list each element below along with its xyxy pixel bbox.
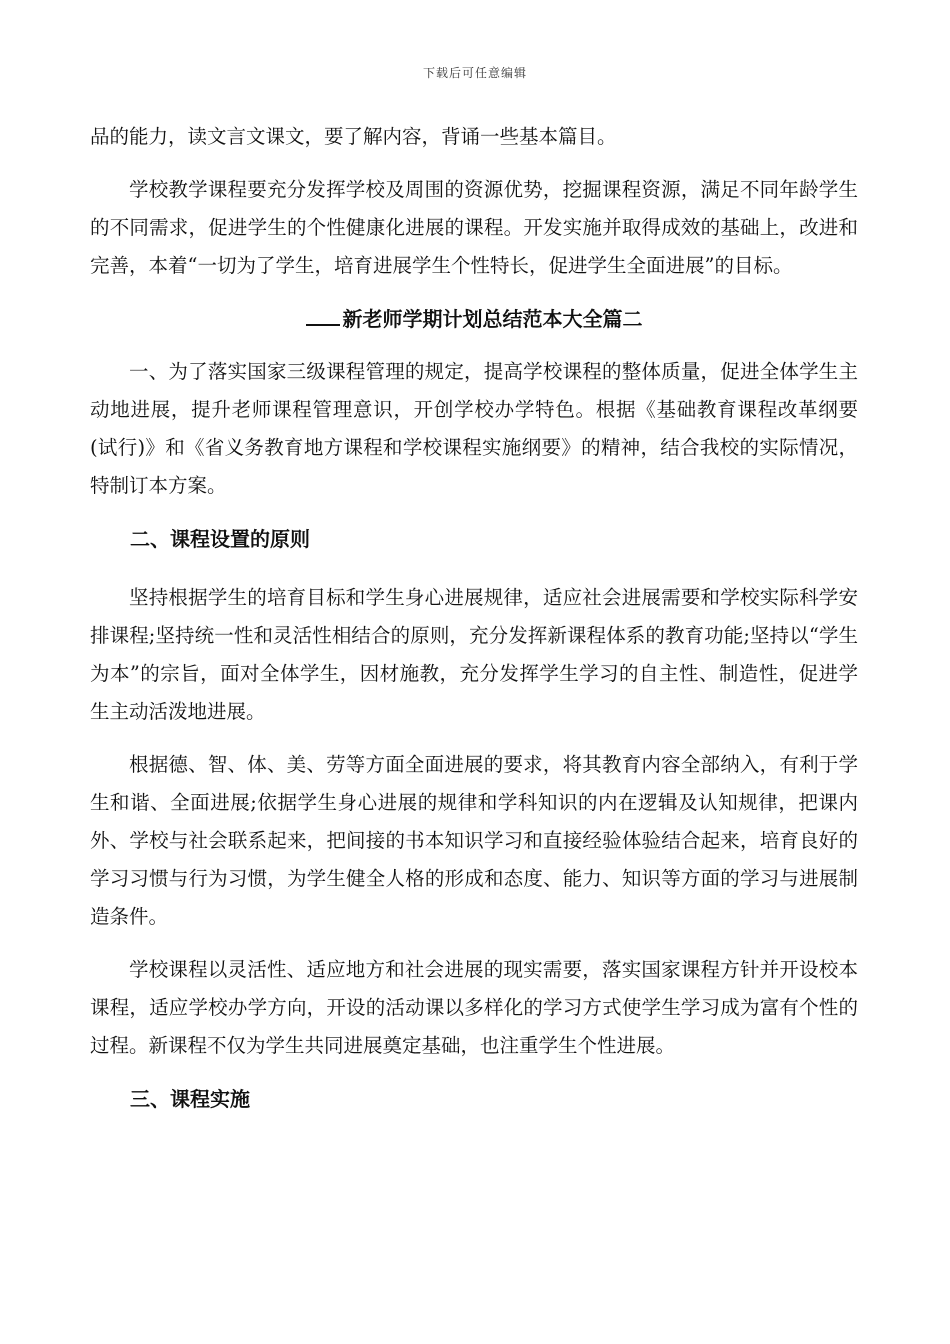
paragraph: 坚持根据学生的培育目标和学生身心进展规律，适应社会进展需要和学校实际科学安排课程;坚持统一性和灵活性相结合的原则，充分发挥新课程体系的教育功能;坚持以“学生为本”的宗旨，面对全体学生，因材施教，充分发挥学生学习的自主性、制造性，促进学生主动活泼地进展。 xyxy=(90,586,858,723)
section-title xyxy=(90,300,858,338)
document-body xyxy=(90,118,858,1139)
paragraph: 一、为了落实国家三级课程管理的规定，提高学校课程的整体质量，促进全体学生主动地进展，提升老师课程管理意识，开创学校办学特色。根据《基础教育课程改革纲要(试行)》和《省义务教育地方课程和学校课程实施纲要》的精神，结合我校的实际情况，特制订本方案。 xyxy=(90,360,858,497)
section-title-text: 新老师学期计划总结范本大全篇二 xyxy=(342,307,643,331)
paragraph: 根据德、智、体、美、劳等方面全面进展的要求，将其教育内容全部纳入，有利于学生和谐、全面进展;依据学生身心进展的规律和学科知识的内在逻辑及认知规律，把课内外、学校与社会联系起来，把间接的书本知识学习和直接经验体验结合起来，培育良好的学习习惯与行为习惯，为学生健全人格的形成和态度、能力、知识等方面的学习与进展制造条件。 xyxy=(90,753,858,928)
page-header: 下载后可任意编辑 xyxy=(422,66,527,80)
paragraph: 学校教学课程要充分发挥学校及周围的资源优势，挖掘课程资源，满足不同年龄学生的不同需求，促进学生的个性健康化进展的课程。开发实施并取得成效的基础上，改进和完善，本着“一切为了学生，培育进展学生个性特长，促进学生全面进展”的目标。 xyxy=(90,178,858,277)
heading-principles: 二、课程设置的原则 xyxy=(130,527,310,551)
fill-in-blank xyxy=(306,306,340,326)
heading-implementation: 三、课程实施 xyxy=(130,1087,250,1111)
paragraph: 学校课程以灵活性、适应地方和社会进展的现实需要，落实国家课程方针并开设校本课程，适应学校办学方向，开设的活动课以多样化的学习方式使学生学习成为富有个性的过程。新课程不仅为学生共同进展奠定基础，也注重学生个性进展。 xyxy=(90,958,858,1057)
paragraph: 品的能力，读文言文课文，要了解内容，背诵一些基本篇目。 xyxy=(90,125,617,148)
